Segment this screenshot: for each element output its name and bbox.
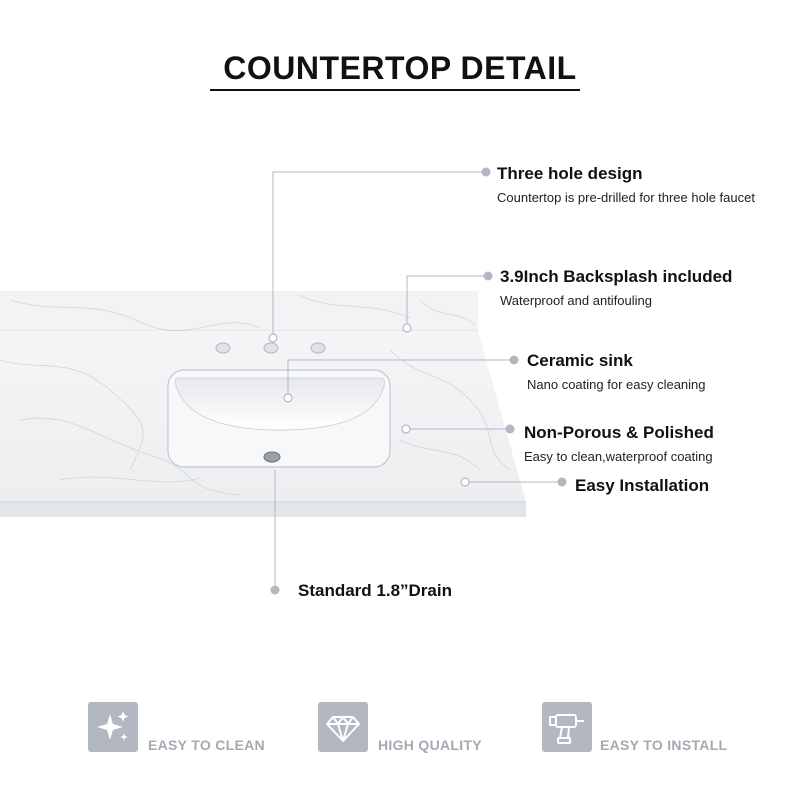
drill-icon (542, 702, 592, 752)
badge-label-high-quality: HIGH QUALITY (378, 737, 482, 753)
feature-title: 3.9Inch Backsplash included (500, 267, 733, 286)
feature-description: Nano coating for easy cleaning (527, 377, 706, 392)
badge-label-easy-to-install: EASY TO INSTALL (600, 737, 728, 753)
feature-description: Easy to clean,waterproof coating (524, 449, 713, 464)
countertop-edge (0, 502, 526, 517)
feature-title: Non-Porous & Polished (524, 423, 714, 442)
diamond-icon (318, 702, 368, 752)
feature-description: Waterproof and antifouling (500, 293, 653, 308)
feature-drain (298, 581, 452, 601)
feature-description: Countertop is pre-drilled for three hole faucet (497, 190, 755, 205)
feature-title: Ceramic sink (527, 351, 633, 370)
drain (264, 452, 280, 462)
title-underline (210, 89, 580, 91)
page-title: COUNTERTOP DETAIL (223, 50, 577, 86)
faucet-hole-right (311, 343, 325, 353)
feature-title: Standard 1.8”Drain (298, 581, 452, 600)
feature-ceramic-sink (527, 351, 706, 392)
faucet-hole-left (216, 343, 230, 353)
feature-easy-installation (575, 476, 709, 496)
feature-non-porous (524, 423, 714, 464)
feature-backsplash (500, 267, 732, 308)
feature-title: Three hole design (497, 164, 643, 183)
faucet-hole-center (264, 343, 278, 353)
feature-three-hole (497, 164, 755, 205)
sparkle-icon (88, 702, 138, 752)
badge-label-easy-to-clean: EASY TO CLEAN (148, 737, 265, 753)
feature-title: Easy Installation (575, 476, 710, 495)
